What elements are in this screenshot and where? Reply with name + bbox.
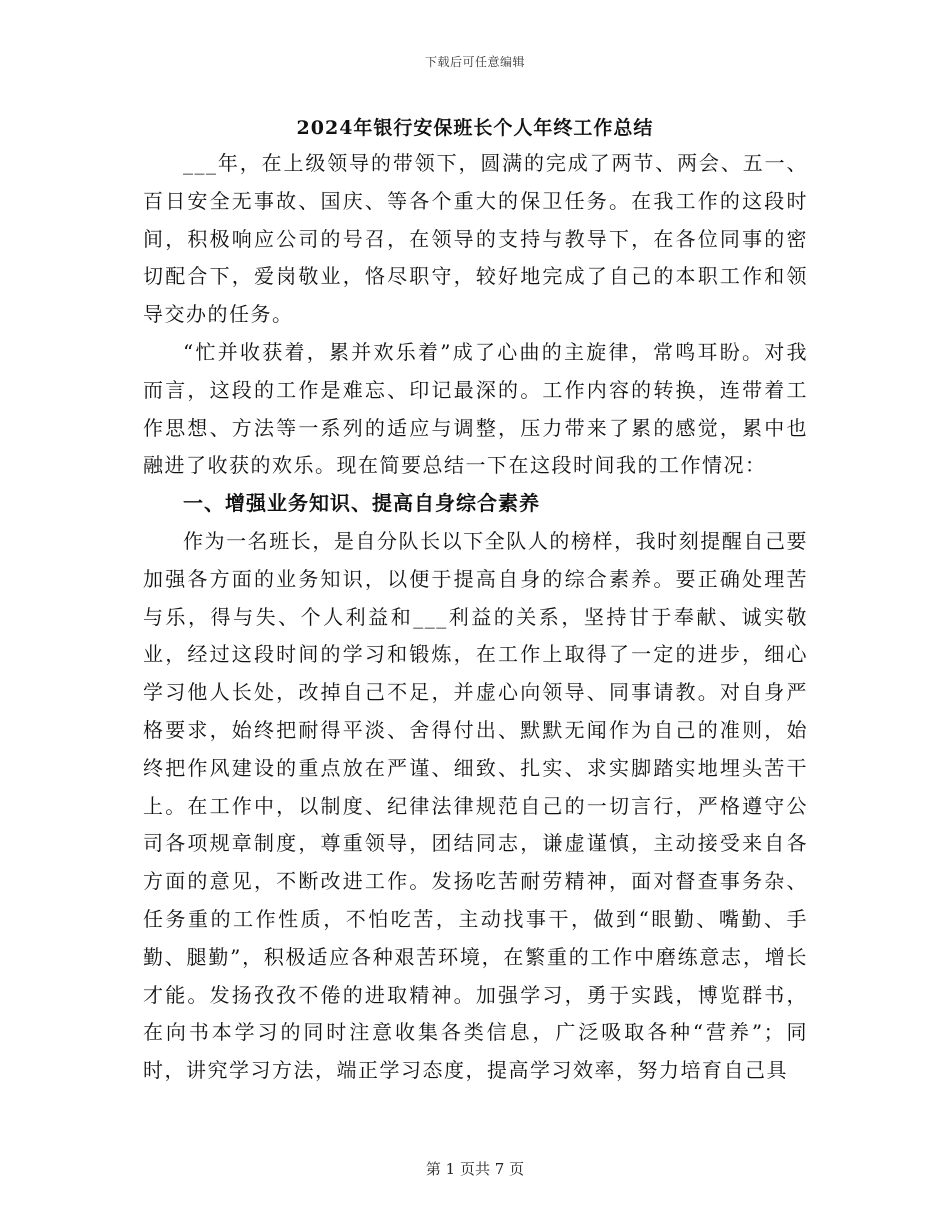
page-header-note: 下载后可任意编辑 <box>424 55 525 69</box>
paragraph-section-1-body: 作为一名班长，是自分队长以下全队人的榜样，我时刻提醒自己要加强各方面的业务知识，以便于提高自身的综合素养。要正确处理苦与乐，得与失、个人利益和___利益的关系，坚持甘于奉献、诚实敬业，经过这段时间的学习和锻炼，在工作上取得了一定的进步，细心学习他人长处，改掉自己不足，并虚心向领导、同事请教。对自身严格要求，始终把耐得平淡、舍得付出、默默无闻作为自己的准则，始终把作风建设的重点放在严谨、细致、扎实、求实脚踏实地埋头苦干上。在工作中，以制度、纪律法律规范自己的一切言行，严格遵守公司各项规章制度，尊重领导，团结同志，谦虚谨慎，主动接受来自各方面的意见，不断改进工作。发扬吃苦耐劳精神，面对督查事务杂、任务重的工作性质，不怕吃苦，主动找事干，做到“眼勤、嘴勤、手勤、腿勤”，积极适应各种艰苦环境，在繁重的工作中磨练意志，增长才能。发扬孜孜不倦的进取精神。加强学习，勇于实践，博览群书，在向书本学习的同时注意收集各类信息，广泛吸取各种“营养”；同时，讲究学习方法，端正学习态度，提高学习效率，努力培育自己具 <box>143 528 808 1083</box>
document-body <box>143 145 808 1090</box>
paragraph-intro: ___年，在上级领导的带领下，圆满的完成了两节、两会、五一、百日安全无事故、国庆、等各个重大的保卫任务。在我工作的这段时间，积极响应公司的号召，在领导的支持与教导下，在各位同事的密切配合下，爱岗敬业，恪尽职守，较好地完成了自己的本职工作和领导交办的任务。 <box>143 151 808 327</box>
section-heading-1: 一、增强业务知识、提高自身综合素养 <box>183 491 540 516</box>
document-title: 2024年银行安保班长个人年终工作总结 <box>296 117 654 139</box>
paragraph-reflection: “忙并收获着，累并欢乐着”成了心曲的主旋律，常鸣耳盼。对我而言，这段的工作是难忘、印记最深的。工作内容的转换，连带着工作思想、方法等一系列的适应与调整，压力带来了累的感觉，累中也融进了收获的欢乐。现在简要总结一下在这段时间我的工作情况： <box>143 339 808 478</box>
page-footer-page-number: 第 1 页共 7 页 <box>425 1160 525 1178</box>
